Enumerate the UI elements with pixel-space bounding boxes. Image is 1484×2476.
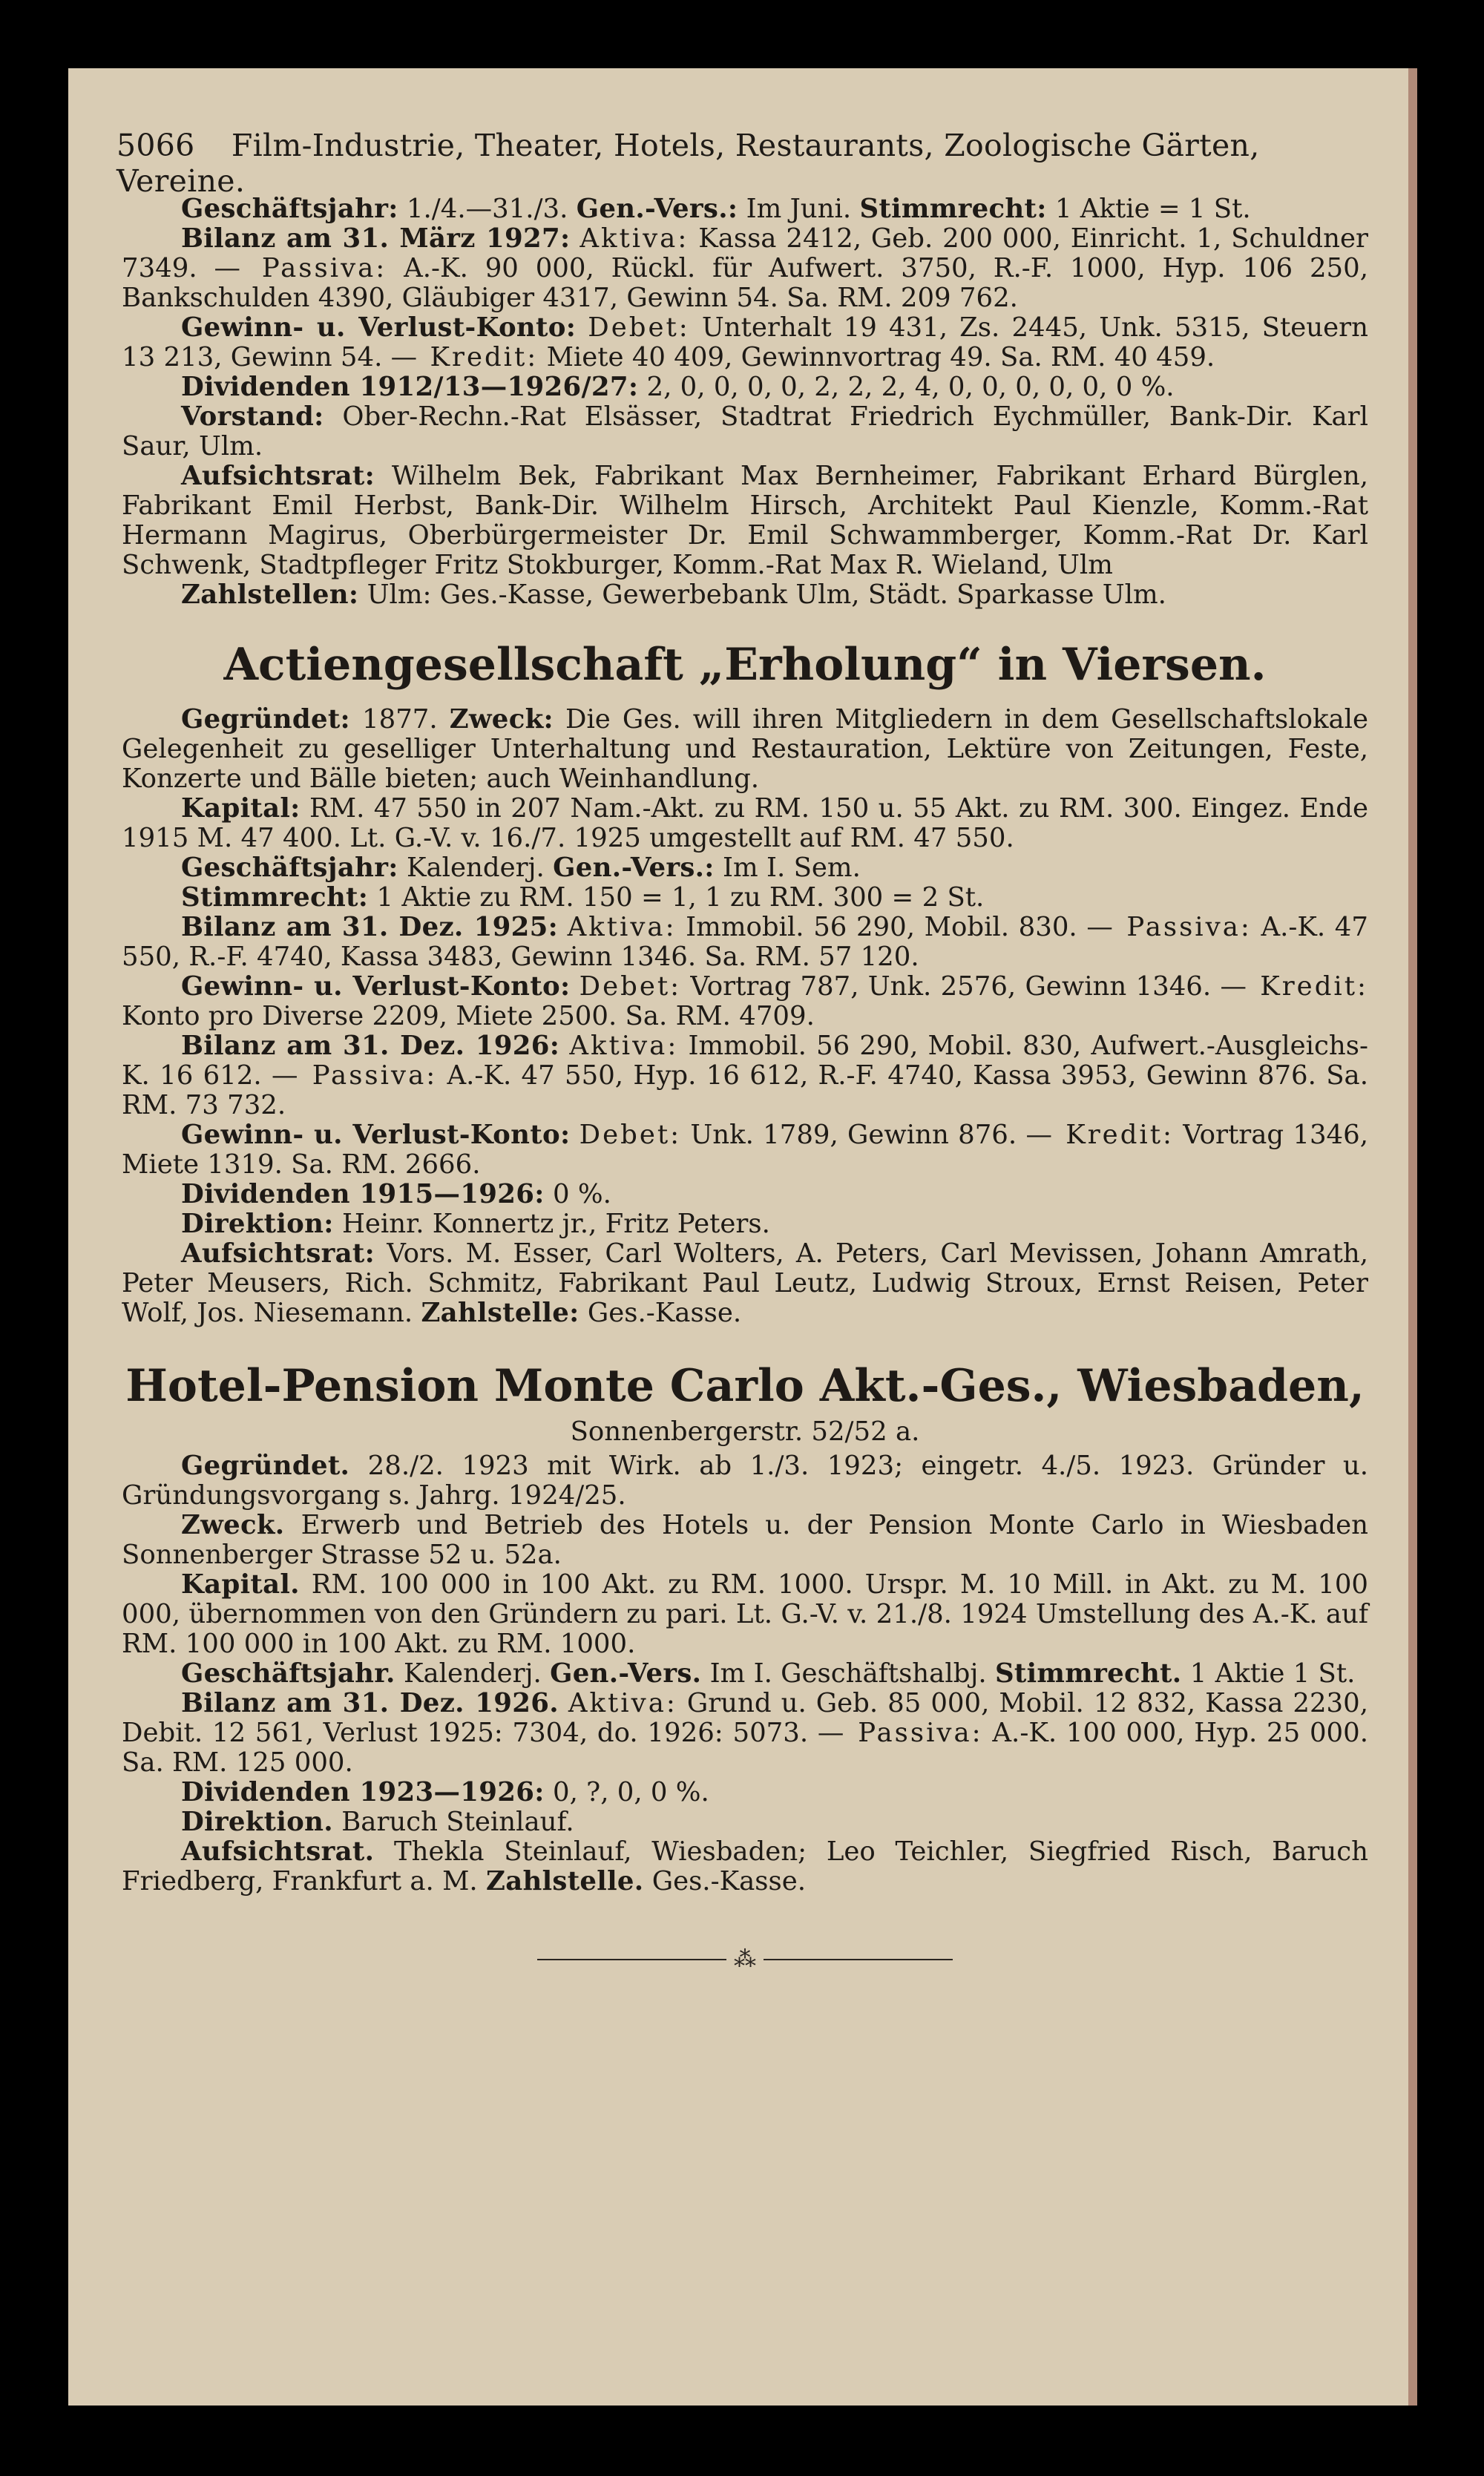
company-address: Sonnenbergerstr. 52/52 a. [570,1416,920,1447]
entry-kapital: Kapital. RM. 100 000 in 100 Akt. zu RM. 1000. Urspr. M. 10 Mill. in Akt. zu M. 100 000, übernommen von den Gründern zu pari. Lt. G.-V. v. 21./8. 1924 Umstellung des A.-K. auf RM. 100 000 in 100 Akt. zu RM. 1000. [122,1569,1368,1659]
entry-gegruendet: Gegründet. 28./2. 1923 mit Wirk. ab 1./3. 1923; eingetr. 4./5. 1923. Gründer u. Gründungsvorgang s. Jahrg. 1924/25. [122,1451,1368,1511]
entry-guv-1926: Gewinn- u. Verlust-Konto: Debet: Unk. 1789, Gewinn 876. — Kredit: Vortrag 1346, Miete 1319. Sa. RM. 2666. [122,1120,1368,1180]
ornament-rule-left [537,1959,726,1960]
entry-gegruendet: Gegründet: 1877. Zweck: Die Ges. will ihren Mitgliedern in dem Gesellschaftslokale Gelegenheit zu geselliger Unterhaltung und Restauration, Lektüre von Zeitungen, Feste, Konzerte und Bälle bieten; auch Weinhandlung. [122,704,1368,794]
entry-bilanz-1925: Bilanz am 31. Dez. 1925: Aktiva: Immobil. 56 290, Mobil. 830. — Passiva: A.-K. 47 550, R.-F. 4740, Kassa 3483, Gewinn 1346. Sa. RM. 57 120. [122,912,1368,972]
entry-bilanz-1926: Bilanz am 31. Dez. 1926: Aktiva: Immobil. 56 290, Mobil. 830, Aufwert.-Ausgleichs-K. 16 612. — Passiva: A.-K. 47 550, Hyp. 16 612, R.-F. 4740, Kassa 3953, Gewinn 876. Sa. RM. 73 732. [122,1031,1368,1120]
page-content [122,194,1368,1971]
entry-aufsichtsrat: Aufsichtsrat. Thekla Steinlauf, Wiesbaden; Leo Teichler, Siegfried Risch, Baruch Friedberg, Frankfurt a. M. Zahlstelle. Ges.-Kasse. [122,1836,1368,1897]
ornament-rule-right [764,1959,953,1960]
scanned-page [68,68,1417,2406]
entry-direktion: Direktion. Baruch Steinlauf. [181,1807,574,1837]
entry-geschaeftsjahr: Geschäftsjahr. Kalenderj. Gen.-Vers. Im I. Geschäftshalbj. Stimmrecht. 1 Aktie 1 St. [181,1658,1356,1689]
entry-stimmrecht: Stimmrecht: 1 Aktie zu RM. 150 = 1, 1 zu RM. 300 = 2 St. [181,882,985,913]
entry-direktion: Direktion: Heinr. Konnertz jr., Fritz Peters. [181,1209,770,1239]
ornament-flourish-icon: ⁂ [734,1946,756,1972]
entry-kapital: Kapital: RM. 47 550 in 207 Nam.-Akt. zu RM. 150 u. 55 Akt. zu RM. 300. Eingez. Ende 1915 M. 47 400. Lt. G.-V. v. 16./7. 1925 umgestellt auf RM. 47 550. [122,793,1368,853]
entry-vorstand: Vorstand: Ober-Rechn.-Rat Elsässer, Stadtrat Friedrich Eychmüller, Bank-Dir. Karl Saur, Ulm. [122,401,1368,462]
running-title: Film-Industrie, Theater, Hotels, Restaurants, Zoologische Gärten, Vereine. [116,128,1260,199]
entry-dividenden: Dividenden 1915—1926: 0 %. [181,1179,611,1209]
company-heading-erholung: Actiengesellschaft „Erholung“ in Viersen. [223,639,1267,691]
entry-dividenden: Dividenden 1912/13—1926/27: 2, 0, 0, 0, 0, 2, 2, 2, 4, 0, 0, 0, 0, 0, 0 %. [181,372,1175,402]
entry-bilanz: Bilanz am 31. Dez. 1926. Aktiva: Grund u. Geb. 85 000, Mobil. 12 832, Kassa 2230, Debit. 12 561, Verlust 1925: 7304, do. 1926: 5073. — Passiva: A.-K. 100 000, Hyp. 25 000. Sa. RM. 125 000. [122,1688,1369,1778]
page-header [116,128,1373,199]
entry-geschaeftsjahr: Geschäftsjahr: Kalenderj. Gen.-Vers.: Im I. Sem. [181,853,861,883]
entry-bilanz: Bilanz am 31. März 1927: Aktiva: Kassa 2412, Geb. 200 000, Einricht. 1, Schuldner 7349. — Passiva: A.-K. 90 000, Rückl. für Aufwert. 3750, R.-F. 1000, Hyp. 106 250, Bankschulden 4390, Gläubiger 4317, Gewinn 54. Sa. RM. 209 762. [122,223,1369,313]
entry-aufsichtsrat: Aufsichtsrat: Wilhelm Bek, Fabrikant Max Bernheimer, Fabrikant Erhard Bürglen, Fabrikant Emil Herbst, Bank-Dir. Wilhelm Hirsch, Architekt Paul Kienzle, Komm.-Rat Hermann Magirus, Oberbürgermeister Dr. Emil Schwammberger, Komm.-Rat Dr. Karl Schwenk, Stadtpfleger Fritz Stokburger, Komm.-Rat Max R. Wieland, Ulm [122,461,1368,580]
entry-dividenden: Dividenden 1923—1926: 0, ?, 0, 0 %. [181,1777,709,1807]
entry-zahlstellen: Zahlstellen: Ulm: Ges.-Kasse, Gewerbebank Ulm, Städt. Sparkasse Ulm. [181,579,1166,610]
entry-aufsichtsrat: Aufsichtsrat: Vors. M. Esser, Carl Wolters, A. Peters, Carl Mevissen, Johann Amrath, Peter Meusers, Rich. Schmitz, Fabrikant Paul Leutz, Ludwig Stroux, Ernst Reisen, Peter Wolf, Jos. Niesemann. Zahlstelle: Ges.-Kasse. [122,1238,1368,1328]
entry-geschaeftsjahr: Geschäftsjahr: 1./4.—31./3. Gen.-Vers.: Im Juni. Stimmrecht: 1 Aktie = 1 St. [181,194,1251,224]
page-number: 5066 [116,128,195,163]
entry-zweck: Zweck. Erwerb und Betrieb des Hotels u. der Pension Monte Carlo in Wiesbaden Sonnenberger Strasse 52 u. 52a. [122,1510,1368,1570]
entry-guv-1925: Gewinn- u. Verlust-Konto: Debet: Vortrag 787, Unk. 2576, Gewinn 1346. — Kredit: Konto pro Diverse 2209, Miete 2500. Sa. RM. 4709. [122,971,1368,1031]
company-heading-monte-carlo: Hotel-Pension Monte Carlo Akt.-Ges., Wiesbaden, [125,1360,1365,1412]
book-spine-edge [1408,68,1417,2406]
entry-guv: Gewinn- u. Verlust-Konto: Debet: Unterhalt 19 431, Zs. 2445, Unk. 5315, Steuern 13 213, Gewinn 54. — Kredit: Miete 40 409, Gewinnvortrag 49. Sa. RM. 40 459. [122,312,1368,372]
section-end-ornament [537,1948,953,1971]
